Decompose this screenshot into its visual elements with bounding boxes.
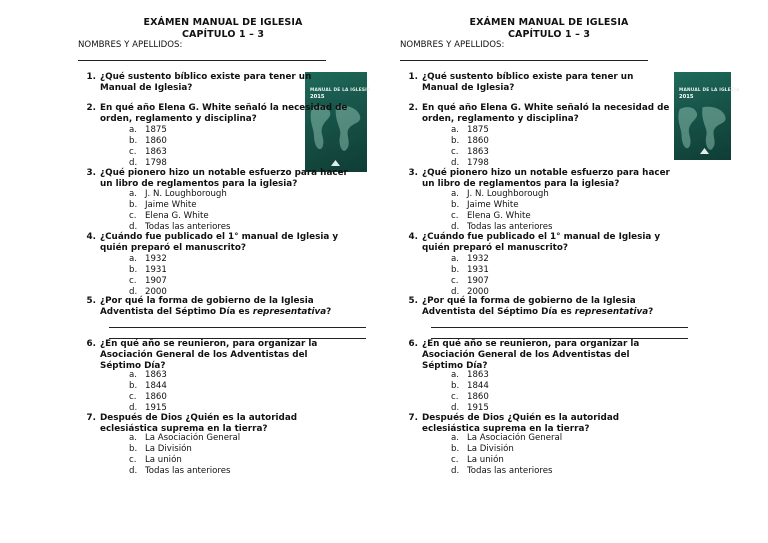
option-text: 1931 xyxy=(467,265,489,275)
option-letter: b. xyxy=(451,381,460,391)
cover-title: MANUAL DE LA IGLESIA xyxy=(679,88,740,93)
option-letter: a. xyxy=(129,254,137,264)
answer-option[interactable] xyxy=(129,392,167,403)
option-text: Elena G. White xyxy=(145,211,209,221)
question-line xyxy=(100,243,338,254)
option-letter: c. xyxy=(451,276,459,286)
question-line xyxy=(100,72,311,83)
option-text: 2000 xyxy=(467,287,489,297)
option-text: 1875 xyxy=(145,125,167,135)
answer-option[interactable] xyxy=(451,455,504,466)
option-text: Jaime White xyxy=(467,200,519,210)
option-letter: a. xyxy=(451,189,459,199)
option-letter: d. xyxy=(129,466,138,476)
question-line-text: ¿Qué pionero hizo un notable esfuerzo para hacer xyxy=(422,168,670,178)
question-line-text: ¿Qué pionero hizo un notable esfuerzo para hacer xyxy=(100,168,348,178)
answer-option[interactable] xyxy=(129,189,227,200)
names-input-line[interactable] xyxy=(78,60,326,61)
question-line-text: eclesiástica suprema en la tierra? xyxy=(422,424,590,434)
question-text xyxy=(100,103,347,125)
question-text xyxy=(422,103,669,125)
question-line-text: un libro de reglamentos para la iglesia? xyxy=(422,179,620,189)
answer-option[interactable] xyxy=(451,370,489,381)
answer-option[interactable] xyxy=(451,136,489,147)
question-tail: ? xyxy=(326,307,332,317)
question-line xyxy=(422,350,639,361)
question-line-text: eclesiástica suprema en la tierra? xyxy=(100,424,268,434)
option-letter: c. xyxy=(451,147,459,157)
question-line-text: un libro de reglamentos para la iglesia? xyxy=(100,179,298,189)
option-letter: d. xyxy=(451,403,460,413)
answer-option[interactable] xyxy=(451,200,519,211)
option-text: 1860 xyxy=(467,136,489,146)
question-text xyxy=(422,72,633,94)
cover-year: 2015 xyxy=(679,94,694,100)
option-letter: b. xyxy=(451,265,460,275)
option-text: 1932 xyxy=(145,254,167,264)
question-line-text: ¿Cuándo fue publicado el 1° manual de Iglesia y xyxy=(100,232,339,242)
question-line-text: Séptimo Día? xyxy=(422,361,488,371)
option-text: 1907 xyxy=(467,276,489,286)
option-text: 1915 xyxy=(145,403,167,413)
option-text: Jaime White xyxy=(145,200,197,210)
question-text xyxy=(100,339,317,372)
answer-line-q5[interactable] xyxy=(431,327,688,328)
question-line-text: ¿En qué año se reunieron, para organizar la xyxy=(100,339,318,349)
option-letter: c. xyxy=(129,392,137,402)
question-line-text: En qué año Elena G. White señaló la necesidad de xyxy=(422,103,670,113)
answer-option[interactable] xyxy=(129,265,167,276)
question-line xyxy=(422,72,633,83)
question-line-text: Manual de Iglesia? xyxy=(100,83,193,93)
answer-option[interactable] xyxy=(129,455,182,466)
question-number: 3. xyxy=(408,168,418,178)
question-number: 7. xyxy=(86,413,96,423)
question-line-text: En qué año Elena G. White señaló la necesidad de xyxy=(100,103,348,113)
question-line xyxy=(422,83,633,94)
exam-title: EXÁMEN MANUAL DE IGLESIA xyxy=(469,17,629,28)
question-line xyxy=(422,413,619,424)
question-text xyxy=(100,296,331,318)
option-letter: a. xyxy=(451,370,459,380)
question-number: 6. xyxy=(86,339,96,349)
question-line xyxy=(100,413,297,424)
option-letter: a. xyxy=(129,433,137,443)
option-text: 1798 xyxy=(467,158,489,168)
question-line xyxy=(100,350,317,361)
option-letter: a. xyxy=(451,254,459,264)
question-line xyxy=(422,103,669,114)
option-text: 1931 xyxy=(145,265,167,275)
answer-option[interactable] xyxy=(129,200,197,211)
names-label: NOMBRES Y APELLIDOS: xyxy=(400,40,505,50)
question-line-text: Después de Dios ¿Quién es la autoridad xyxy=(422,413,620,423)
option-letter: c. xyxy=(129,455,137,465)
question-line-text: Adventista del Séptimo Día es xyxy=(422,307,575,317)
question-number: 7. xyxy=(408,413,418,423)
names-input-line[interactable] xyxy=(400,60,648,61)
question-line-text: ¿Por qué la forma de gobierno de la Iglesia xyxy=(100,296,314,306)
answer-option[interactable] xyxy=(451,433,562,444)
option-letter: d. xyxy=(129,287,138,297)
question-line xyxy=(100,296,331,307)
option-text: La Asociación General xyxy=(145,433,241,443)
option-text: Todas las anteriores xyxy=(467,466,553,476)
answer-option[interactable] xyxy=(129,136,167,147)
question-line-text: orden, reglamento y disciplina? xyxy=(422,114,579,124)
question-line xyxy=(422,296,653,307)
answer-option[interactable] xyxy=(129,276,167,287)
question-line xyxy=(422,168,670,179)
question-line xyxy=(100,114,347,125)
answer-line-q5[interactable] xyxy=(431,338,688,339)
question-line-text: ¿Por qué la forma de gobierno de la Iglesia xyxy=(422,296,636,306)
option-letter: b. xyxy=(129,265,138,275)
option-text: Todas las anteriores xyxy=(145,222,231,232)
question-line-text: quién preparó el manuscrito? xyxy=(422,243,568,253)
question-line-text: Adventista del Séptimo Día es xyxy=(100,307,253,317)
answer-option[interactable] xyxy=(451,189,549,200)
option-letter: d. xyxy=(451,466,460,476)
question-line xyxy=(422,339,639,350)
option-text: 1915 xyxy=(467,403,489,413)
option-letter: c. xyxy=(129,147,137,157)
option-letter: d. xyxy=(129,158,138,168)
names-label: NOMBRES Y APELLIDOS: xyxy=(78,40,183,50)
exam-subtitle: CAPÍTULO 1 – 3 xyxy=(181,29,265,40)
answer-option[interactable] xyxy=(451,254,489,265)
option-text: 1863 xyxy=(145,147,167,157)
question-text xyxy=(100,72,311,94)
option-letter: a. xyxy=(129,370,137,380)
question-line-text: ¿En qué año se reunieron, para organizar la xyxy=(422,339,640,349)
option-letter: d. xyxy=(129,222,138,232)
option-letter: b. xyxy=(451,136,460,146)
option-text: Elena G. White xyxy=(467,211,531,221)
option-text: 1875 xyxy=(467,125,489,135)
option-letter: b. xyxy=(451,444,460,454)
answer-option[interactable] xyxy=(451,147,489,158)
answer-option[interactable] xyxy=(451,392,489,403)
option-text: 1907 xyxy=(145,276,167,286)
question-line xyxy=(100,339,317,350)
answer-option[interactable] xyxy=(129,444,192,455)
question-line xyxy=(100,307,331,318)
question-number: 1. xyxy=(86,72,96,82)
option-text: 1932 xyxy=(467,254,489,264)
option-text: La Asociación General xyxy=(467,433,563,443)
question-number: 5. xyxy=(408,296,418,306)
answer-option[interactable] xyxy=(451,276,489,287)
question-text xyxy=(422,232,660,254)
answer-option[interactable] xyxy=(129,370,167,381)
answer-line-q5[interactable] xyxy=(109,338,366,339)
question-number: 5. xyxy=(86,296,96,306)
answer-option[interactable] xyxy=(451,444,514,455)
option-text: 2000 xyxy=(145,287,167,297)
option-text: J. N. Loughborough xyxy=(145,189,227,199)
answer-option[interactable] xyxy=(129,466,231,477)
cover-year: 2015 xyxy=(310,94,325,100)
question-line-text: Después de Dios ¿Quién es la autoridad xyxy=(100,413,298,423)
option-letter: d. xyxy=(451,222,460,232)
question-text xyxy=(422,168,670,190)
option-letter: d. xyxy=(451,158,460,168)
question-line-text: orden, reglamento y disciplina? xyxy=(100,114,257,124)
question-line xyxy=(422,307,653,318)
option-text: La División xyxy=(467,444,514,454)
question-text xyxy=(422,296,653,318)
question-line-text: ¿Cuándo fue publicado el 1° manual de Iglesia y xyxy=(422,232,661,242)
option-letter: a. xyxy=(129,189,137,199)
option-text: J. N. Loughborough xyxy=(467,189,549,199)
emphasis-text: representativa xyxy=(574,307,649,317)
answer-option[interactable] xyxy=(451,466,553,477)
option-text: La unión xyxy=(145,455,182,465)
option-text: 1860 xyxy=(467,392,489,402)
option-letter: c. xyxy=(451,211,459,221)
emphasis-text: representativa xyxy=(252,307,327,317)
answer-option[interactable] xyxy=(129,433,240,444)
option-text: 1844 xyxy=(467,381,489,391)
exam-subtitle: CAPÍTULO 1 – 3 xyxy=(507,29,591,40)
option-letter: b. xyxy=(129,444,138,454)
option-text: 1860 xyxy=(145,136,167,146)
cover-title: MANUAL DE LA IGLESIA xyxy=(310,88,371,93)
option-text: Todas las anteriores xyxy=(145,466,231,476)
option-letter: c. xyxy=(451,455,459,465)
option-letter: b. xyxy=(129,381,138,391)
question-line-text: Manual de Iglesia? xyxy=(422,83,515,93)
question-text xyxy=(422,339,639,372)
question-number: 2. xyxy=(86,103,96,113)
option-letter: d. xyxy=(451,287,460,297)
question-number: 4. xyxy=(86,232,96,242)
question-line xyxy=(422,243,660,254)
church-logo-icon xyxy=(331,160,340,166)
answer-line-q5[interactable] xyxy=(109,327,366,328)
question-line xyxy=(100,232,338,243)
answer-option[interactable] xyxy=(451,211,531,222)
option-letter: c. xyxy=(129,276,137,286)
option-letter: a. xyxy=(451,125,459,135)
manual-cover-image xyxy=(674,72,740,160)
option-letter: c. xyxy=(451,392,459,402)
question-line-text: Asociación General de los Adventistas del xyxy=(422,350,630,360)
question-line-text: ¿Qué sustento bíblico existe para tener un xyxy=(100,72,312,82)
question-tail: ? xyxy=(648,307,654,317)
answer-option[interactable] xyxy=(129,381,167,392)
question-line xyxy=(100,103,347,114)
question-line-text: Asociación General de los Adventistas del xyxy=(100,350,308,360)
answer-option[interactable] xyxy=(129,147,167,158)
option-text: La División xyxy=(145,444,192,454)
option-letter: c. xyxy=(129,211,137,221)
option-letter: a. xyxy=(451,433,459,443)
question-number: 4. xyxy=(408,232,418,242)
answer-option[interactable] xyxy=(451,265,489,276)
question-line-text: ¿Qué sustento bíblico existe para tener un xyxy=(422,72,634,82)
answer-option[interactable] xyxy=(129,211,209,222)
option-text: 1798 xyxy=(145,158,167,168)
question-text xyxy=(422,413,619,435)
answer-option[interactable] xyxy=(129,254,167,265)
question-line xyxy=(100,168,348,179)
question-line xyxy=(422,114,669,125)
option-text: 1863 xyxy=(467,370,489,380)
question-line xyxy=(422,232,660,243)
exam-page-right xyxy=(384,0,768,543)
option-text: 1863 xyxy=(467,147,489,157)
option-letter: a. xyxy=(129,125,137,135)
option-letter: d. xyxy=(129,403,138,413)
answer-option[interactable] xyxy=(129,125,167,136)
option-letter: b. xyxy=(129,200,138,210)
option-text: 1844 xyxy=(145,381,167,391)
question-line-text: quién preparó el manuscrito? xyxy=(100,243,246,253)
answer-option[interactable] xyxy=(451,381,489,392)
option-text: Todas las anteriores xyxy=(467,222,553,232)
question-number: 6. xyxy=(408,339,418,349)
question-line xyxy=(100,83,311,94)
question-text xyxy=(100,232,338,254)
option-text: La unión xyxy=(467,455,504,465)
question-line-text: Séptimo Día? xyxy=(100,361,166,371)
question-number: 1. xyxy=(408,72,418,82)
question-number: 2. xyxy=(408,103,418,113)
option-text: 1860 xyxy=(145,392,167,402)
option-letter: b. xyxy=(451,200,460,210)
option-letter: b. xyxy=(129,136,138,146)
exam-title: EXÁMEN MANUAL DE IGLESIA xyxy=(143,17,303,28)
answer-option[interactable] xyxy=(451,125,489,136)
question-text xyxy=(100,168,348,190)
question-text xyxy=(100,413,297,435)
question-number: 3. xyxy=(86,168,96,178)
option-text: 1863 xyxy=(145,370,167,380)
